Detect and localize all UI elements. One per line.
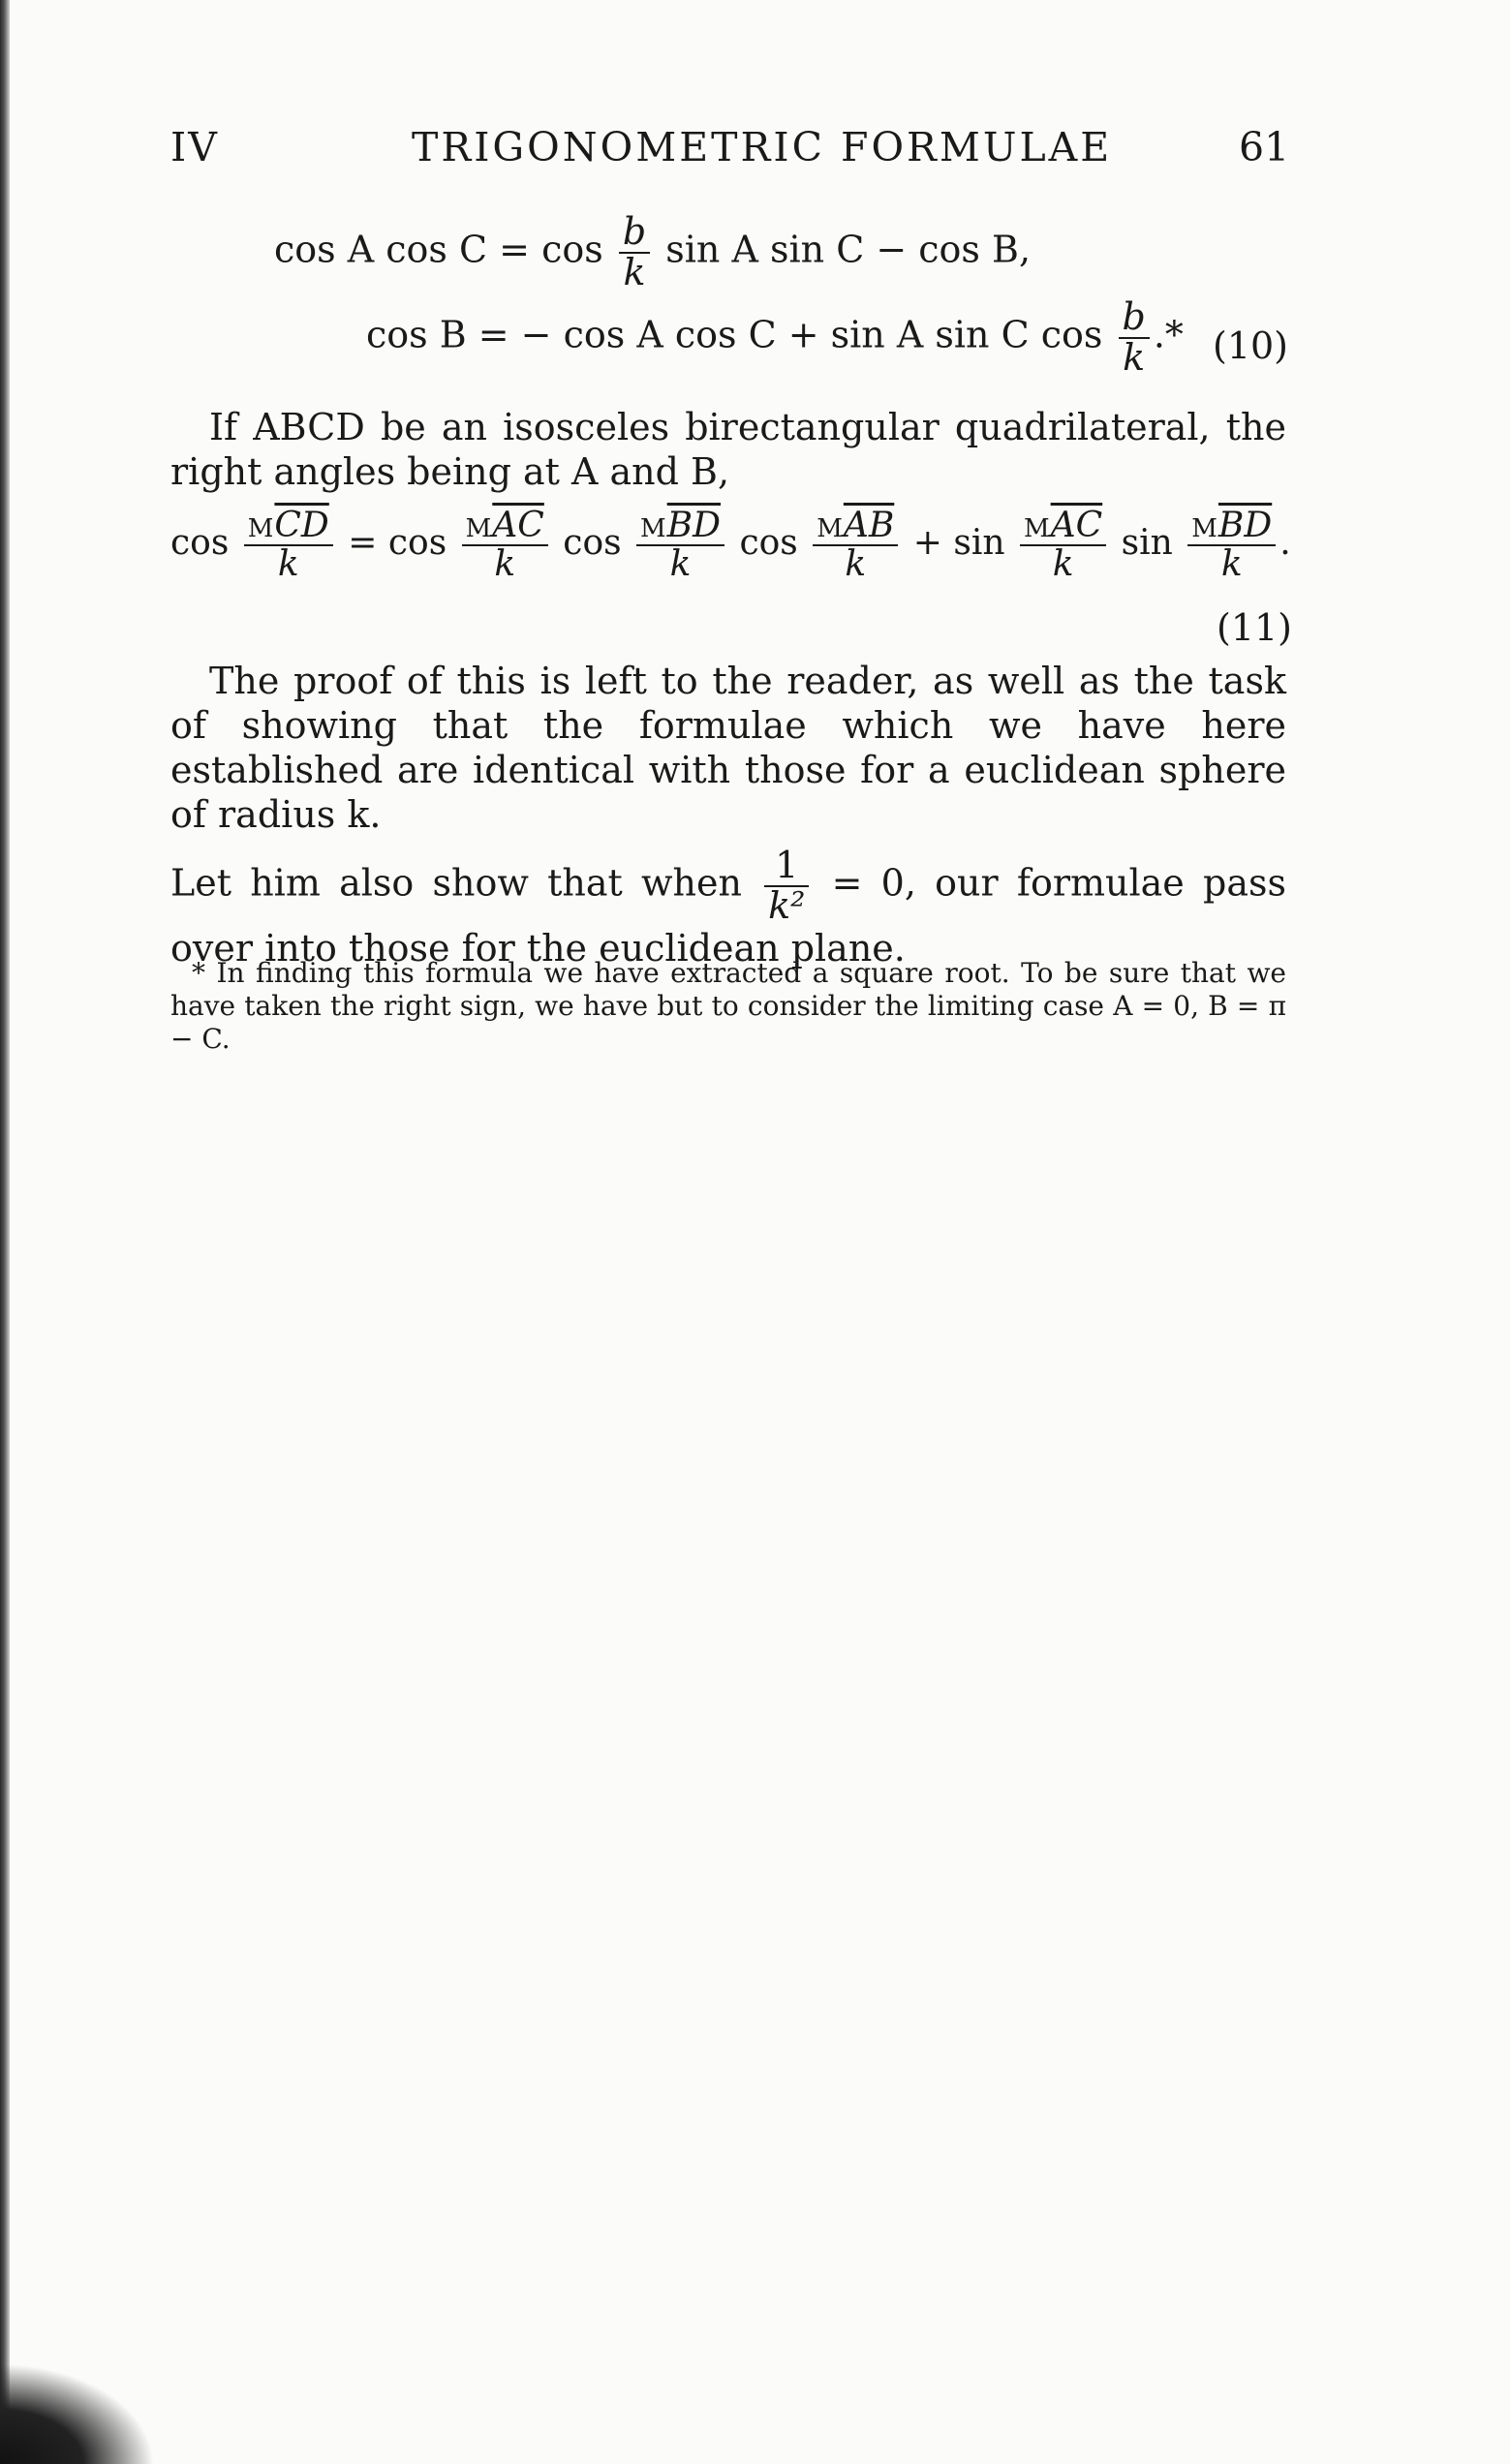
fraction-b-over-k: $\frac{b}{k}$	[1119, 298, 1150, 378]
equation-10	[366, 295, 1184, 379]
fraction-b-over-k: $\frac{b}{k}$	[619, 213, 650, 293]
eq10-tail: .*	[1153, 313, 1184, 356]
intro-paragraph: If ABCD be an isosceles birectangular quadrilateral, the right angles being at A and B,	[170, 406, 1286, 493]
equation-cosA-cosC	[274, 210, 1032, 293]
footnote: * In finding this formula we have extracted a square root. To be sure that we have taken the right sign, we have but to consider the limiting case A = 0, B = π − C.	[170, 957, 1286, 1055]
running-title: TRIGONOMETRIC FORMULAE	[412, 124, 1113, 170]
fraction-mcd-over-k: $\frac{M\overline{CD}}{k}$	[244, 508, 333, 583]
fraction-mac-over-k-2: $\frac{M\overline{AC}}{k}$	[1020, 508, 1106, 583]
equation-11: cos $\frac{M\overline{CD}}{k}$ = cos $\frac{M\overline{AC}}{k}$ cos $\frac{M\overline{BD}}{k}$ cos $\frac{M\overline{AB}}{k}$ + sin $\frac{M\overline{AC}}{k}$ sin $\frac{M\overline{BD}}{k}$ .	[170, 506, 1291, 584]
eq-a-left: cos A cos C = cos	[274, 228, 603, 271]
body-paragraph-text: The proof of this is left to the reader, as well as the task of showing that the formulae which we have here established are identical with those for a euclidean sphere of radius k.	[170, 660, 1286, 836]
fraction-1-over-k-squared: $\frac{1}{\text{k²}}$	[764, 847, 809, 926]
fraction-mbd-over-k-2: $\frac{M\overline{BD}}{k}$	[1187, 508, 1276, 583]
equation-label-11: (11)	[1217, 606, 1293, 649]
fraction-mac-over-k: $\frac{M\overline{AC}}{k}$	[462, 508, 548, 583]
body-paragraph-cont: Let him also show that when $\frac{1}{\text{k²}}$ = 0, our formulae pass over into those for the euclidean plane.	[170, 844, 1286, 970]
page-number: 61	[1239, 124, 1290, 170]
eq10-left: cos B = − cos A cos C + sin A sin C cos	[366, 313, 1103, 356]
equation-label-10: (10)	[1213, 324, 1289, 367]
fraction-mbd-over-k: $\frac{M\overline{BD}}{k}$	[636, 508, 724, 583]
book-spine-shadow	[0, 0, 10, 2464]
body-paragraph	[170, 659, 1286, 970]
chapter-number: IV	[170, 124, 219, 170]
scan-corner-shadow	[0, 2363, 155, 2464]
fraction-mab-over-k: $\frac{M\overline{AB}}{k}$	[813, 508, 898, 583]
eq-a-right: sin A sin C − cos B,	[665, 228, 1032, 271]
